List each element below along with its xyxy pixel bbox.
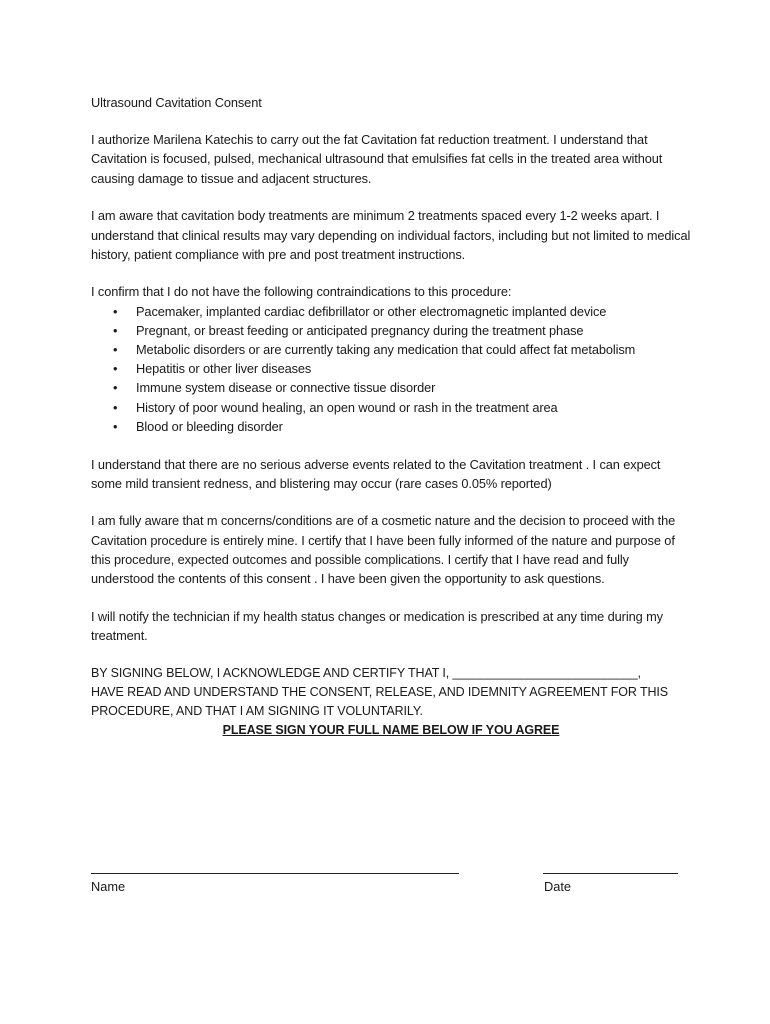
name-label: Name [91,879,126,894]
bullet-icon: • [113,418,118,434]
bullet-icon: • [113,380,118,396]
bullet-icon: • [113,303,118,319]
treatment-awareness-paragraph: I am aware that cavitation body treatments are minimum 2 treatments spaced every 1-2 weeks apart. I understand that clinical results may vary depending on individual factors, including but not limited to medical history, patient compliance with pre and post treatment instructions. [91,208,691,262]
contraindications-list [91,302,691,436]
list-item: • Metabolic disorders or are currently taking any medication that could affect fat metabolism [91,340,691,359]
bullet-icon: • [113,361,118,377]
contraindications-intro: I confirm that I do not have the following contraindications to this procedure: [91,284,512,300]
list-item: • Pacemaker, implanted cardiac defibrillator or other electromagnetic implanted device [91,302,691,321]
consent-document [91,93,691,740]
cosmetic-decision-paragraph: I am fully aware that m concerns/conditions are of a cosmetic nature and the decision to proceed with the Cavitation procedure is entirely mine. I certify that I have been fully informed of the nature and purpose of this procedure, expected outcomes and possible complications. I certify that I have read and fully understood the contents of this consent . I have been given the opportunity to ask questions. [91,513,676,587]
bullet-icon: • [113,322,118,338]
list-item: • Immune system disease or connective tissue disorder [91,378,691,397]
authorization-paragraph: I authorize Marilena Katechis to carry out the fat Cavitation fat reduction treatment. I understand that Cavitation is focused, pulsed, mechanical ultrasound that emulsifies fat cells in the treated area without causing damage to tissue and adjacent structures. [91,132,663,186]
bullet-icon: • [113,342,118,358]
notification-paragraph: I will notify the technician if my health status changes or medication is prescribed at any time during my treatment. [91,608,663,643]
date-signature-line[interactable] [543,873,678,874]
document-title: Ultrasound Cavitation Consent [91,95,262,110]
sign-instruction: PLEASE SIGN YOUR FULL NAME BELOW IF YOU AGREE [222,723,560,738]
date-label: Date [544,879,572,894]
adverse-events-paragraph: I understand that there are no serious adverse events related to the Cavitation treatment . I can expect some mild transient redness, and blistering may occur (rare cases 0.05% reported) [91,456,661,491]
list-item: • History of poor wound healing, an open wound or rash in the treatment area [91,398,691,417]
list-item: • Hepatitis or other liver diseases [91,359,691,378]
acknowledgement-line-2: HAVE READ AND UNDERSTAND THE CONSENT, RELEASE, AND IDEMNITY AGREEMENT FOR THIS [91,684,669,699]
acknowledgement-line-1: BY SIGNING BELOW, I ACKNOWLEDGE AND CERTIFY THAT I, ___________________________, [91,665,641,680]
bullet-icon: • [113,399,118,415]
name-signature-line[interactable] [91,873,459,874]
list-item: • Pregnant, or breast feeding or anticipated pregnancy during the treatment phase [91,321,691,340]
list-item: • Blood or bleeding disorder [91,417,691,436]
acknowledgement-line-3: PROCEDURE, AND THAT I AM SIGNING IT VOLUNTARILY. [91,704,423,719]
